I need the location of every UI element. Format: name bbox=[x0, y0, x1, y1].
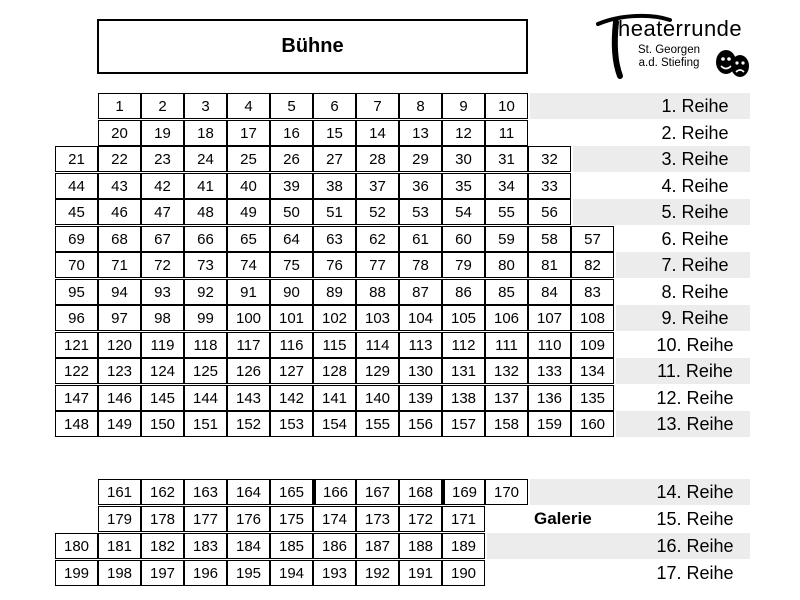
seat[interactable]: 70 bbox=[55, 252, 98, 278]
seat[interactable]: 140 bbox=[356, 385, 399, 411]
seat[interactable]: 194 bbox=[270, 560, 313, 586]
seat[interactable]: 185 bbox=[270, 533, 313, 559]
seat[interactable]: 39 bbox=[270, 173, 313, 199]
seat[interactable]: 139 bbox=[399, 385, 442, 411]
seat[interactable]: 56 bbox=[528, 199, 571, 225]
seat[interactable]: 197 bbox=[141, 560, 184, 586]
row-label: 13. Reihe bbox=[656, 414, 734, 434]
row-label: 1. Reihe bbox=[661, 96, 729, 116]
seat[interactable]: 35 bbox=[442, 173, 485, 199]
seat[interactable]: 182 bbox=[141, 533, 184, 559]
seat[interactable]: 141 bbox=[313, 385, 356, 411]
seat[interactable]: 181 bbox=[98, 533, 141, 559]
seat[interactable]: 150 bbox=[141, 411, 184, 437]
seat[interactable]: 50 bbox=[270, 199, 313, 225]
seat[interactable]: 7 bbox=[356, 93, 399, 119]
seat[interactable]: 79 bbox=[442, 252, 485, 278]
seat[interactable]: 33 bbox=[528, 173, 571, 199]
seat[interactable]: 143 bbox=[227, 385, 270, 411]
seat[interactable]: 38 bbox=[313, 173, 356, 199]
seat[interactable]: 131 bbox=[442, 358, 485, 384]
seat[interactable]: 111 bbox=[485, 332, 528, 358]
seat[interactable]: 32 bbox=[528, 146, 571, 172]
seat[interactable]: 123 bbox=[98, 358, 141, 384]
seat[interactable]: 47 bbox=[141, 199, 184, 225]
row-label: 16. Reihe bbox=[656, 536, 734, 556]
seat[interactable]: 110 bbox=[528, 332, 571, 358]
seat[interactable]: 91 bbox=[227, 279, 270, 305]
seat[interactable]: 105 bbox=[442, 305, 485, 331]
seat[interactable]: 153 bbox=[270, 411, 313, 437]
seat[interactable]: 55 bbox=[485, 199, 528, 225]
row-label: 9. Reihe bbox=[661, 308, 729, 328]
seat[interactable]: 52 bbox=[356, 199, 399, 225]
seat[interactable]: 49 bbox=[227, 199, 270, 225]
seat[interactable]: 186 bbox=[313, 533, 356, 559]
seat[interactable]: 192 bbox=[356, 560, 399, 586]
seat[interactable]: 21 bbox=[55, 146, 98, 172]
seat[interactable]: 169 bbox=[442, 479, 485, 505]
seat[interactable]: 57 bbox=[571, 226, 614, 252]
seat[interactable]: 67 bbox=[141, 226, 184, 252]
seat[interactable]: 20 bbox=[98, 120, 141, 146]
row-label: 4. Reihe bbox=[661, 176, 729, 196]
seat[interactable]: 44 bbox=[55, 173, 98, 199]
seat[interactable]: 134 bbox=[571, 358, 614, 384]
seat[interactable]: 74 bbox=[227, 252, 270, 278]
seat[interactable]: 22 bbox=[98, 146, 141, 172]
seat[interactable]: 102 bbox=[313, 305, 356, 331]
seat[interactable]: 99 bbox=[184, 305, 227, 331]
row-label: 12. Reihe bbox=[656, 388, 734, 408]
seat[interactable]: 28 bbox=[356, 146, 399, 172]
seat[interactable]: 137 bbox=[485, 385, 528, 411]
seat[interactable]: 3 bbox=[184, 93, 227, 119]
row-label: 10. Reihe bbox=[656, 335, 734, 355]
seat[interactable]: 9 bbox=[442, 93, 485, 119]
seat[interactable]: 64 bbox=[270, 226, 313, 252]
seat[interactable]: 175 bbox=[270, 506, 313, 532]
seat[interactable]: 72 bbox=[141, 252, 184, 278]
theaterrunde-logo bbox=[592, 10, 752, 90]
seat[interactable]: 93 bbox=[141, 279, 184, 305]
seat[interactable]: 103 bbox=[356, 305, 399, 331]
seat[interactable]: 125 bbox=[184, 358, 227, 384]
seat[interactable]: 148 bbox=[55, 411, 98, 437]
seat[interactable]: 31 bbox=[485, 146, 528, 172]
seat[interactable]: 146 bbox=[98, 385, 141, 411]
seat[interactable]: 187 bbox=[356, 533, 399, 559]
seat[interactable]: 101 bbox=[270, 305, 313, 331]
seat[interactable]: 90 bbox=[270, 279, 313, 305]
logo-line2: a.d. Stiefing bbox=[638, 57, 700, 69]
seat[interactable]: 130 bbox=[399, 358, 442, 384]
seat[interactable]: 98 bbox=[141, 305, 184, 331]
seat[interactable]: 61 bbox=[399, 226, 442, 252]
seat[interactable]: 196 bbox=[184, 560, 227, 586]
seat[interactable]: 157 bbox=[442, 411, 485, 437]
seat[interactable]: 152 bbox=[227, 411, 270, 437]
seat[interactable]: 16 bbox=[270, 120, 313, 146]
seat[interactable]: 23 bbox=[141, 146, 184, 172]
row-label: 2. Reihe bbox=[661, 123, 729, 143]
seat[interactable]: 96 bbox=[55, 305, 98, 331]
seat[interactable]: 108 bbox=[571, 305, 614, 331]
seat[interactable]: 14 bbox=[356, 120, 399, 146]
seat[interactable]: 127 bbox=[270, 358, 313, 384]
seat[interactable]: 160 bbox=[571, 411, 614, 437]
seat[interactable]: 163 bbox=[184, 479, 227, 505]
seat[interactable]: 25 bbox=[227, 146, 270, 172]
row-label: 5. Reihe bbox=[661, 202, 729, 222]
seat[interactable]: 82 bbox=[571, 252, 614, 278]
row-label: 8. Reihe bbox=[661, 282, 729, 302]
seat[interactable]: 11 bbox=[485, 120, 528, 146]
row-label: 3. Reihe bbox=[661, 149, 729, 169]
seat[interactable]: 97 bbox=[98, 305, 141, 331]
seat[interactable]: 128 bbox=[313, 358, 356, 384]
seat[interactable]: 176 bbox=[227, 506, 270, 532]
seat[interactable]: 62 bbox=[356, 226, 399, 252]
seat[interactable]: 60 bbox=[442, 226, 485, 252]
seat[interactable]: 46 bbox=[98, 199, 141, 225]
row-label: 11. Reihe bbox=[657, 361, 733, 381]
seat[interactable]: 42 bbox=[141, 173, 184, 199]
seat[interactable]: 6 bbox=[313, 93, 356, 119]
seat[interactable]: 173 bbox=[356, 506, 399, 532]
seat[interactable]: 114 bbox=[356, 332, 399, 358]
stage-label: Bühne bbox=[97, 19, 528, 74]
seat[interactable]: 178 bbox=[141, 506, 184, 532]
seat[interactable]: 151 bbox=[184, 411, 227, 437]
seat[interactable]: 27 bbox=[313, 146, 356, 172]
row-label: 17. Reihe bbox=[656, 563, 734, 583]
seat[interactable]: 1 bbox=[98, 93, 141, 119]
row-label: 6. Reihe bbox=[661, 229, 729, 249]
seat[interactable]: 172 bbox=[399, 506, 442, 532]
seat[interactable]: 26 bbox=[270, 146, 313, 172]
seat[interactable]: 86 bbox=[442, 279, 485, 305]
seat[interactable]: 80 bbox=[485, 252, 528, 278]
seat[interactable]: 161 bbox=[98, 479, 141, 505]
seat[interactable]: 138 bbox=[442, 385, 485, 411]
seat[interactable]: 183 bbox=[184, 533, 227, 559]
seat[interactable]: 122 bbox=[55, 358, 98, 384]
seat[interactable]: 167 bbox=[356, 479, 399, 505]
seat[interactable]: 154 bbox=[313, 411, 356, 437]
seat[interactable]: 15 bbox=[313, 120, 356, 146]
seat[interactable]: 121 bbox=[55, 332, 98, 358]
seat[interactable]: 81 bbox=[528, 252, 571, 278]
seat[interactable]: 8 bbox=[399, 93, 442, 119]
seat[interactable]: 40 bbox=[227, 173, 270, 199]
seat[interactable]: 75 bbox=[270, 252, 313, 278]
galerie-label: Galerie bbox=[534, 509, 592, 528]
seat[interactable]: 84 bbox=[528, 279, 571, 305]
seat[interactable]: 71 bbox=[98, 252, 141, 278]
logo-line1: St. Georgen bbox=[637, 44, 700, 56]
seat[interactable]: 30 bbox=[442, 146, 485, 172]
seat[interactable]: 51 bbox=[313, 199, 356, 225]
seat[interactable]: 17 bbox=[227, 120, 270, 146]
seat[interactable]: 85 bbox=[485, 279, 528, 305]
seat[interactable]: 189 bbox=[442, 533, 485, 559]
seat[interactable]: 94 bbox=[98, 279, 141, 305]
seat[interactable]: 158 bbox=[485, 411, 528, 437]
seat[interactable]: 166 bbox=[313, 479, 356, 505]
seat[interactable]: 190 bbox=[442, 560, 485, 586]
seat[interactable]: 106 bbox=[485, 305, 528, 331]
seat[interactable]: 118 bbox=[184, 332, 227, 358]
seat[interactable]: 53 bbox=[399, 199, 442, 225]
seat[interactable]: 199 bbox=[55, 560, 98, 586]
seat[interactable]: 13 bbox=[399, 120, 442, 146]
seat[interactable]: 180 bbox=[55, 533, 98, 559]
seat[interactable]: 113 bbox=[399, 332, 442, 358]
seat[interactable]: 195 bbox=[227, 560, 270, 586]
seat[interactable]: 177 bbox=[184, 506, 227, 532]
seat[interactable]: 129 bbox=[356, 358, 399, 384]
seat[interactable]: 144 bbox=[184, 385, 227, 411]
seat[interactable]: 92 bbox=[184, 279, 227, 305]
seat[interactable]: 184 bbox=[227, 533, 270, 559]
seat[interactable]: 147 bbox=[55, 385, 98, 411]
seat[interactable]: 155 bbox=[356, 411, 399, 437]
seat[interactable]: 78 bbox=[399, 252, 442, 278]
row-label: 14. Reihe bbox=[656, 482, 734, 502]
seat[interactable]: 88 bbox=[356, 279, 399, 305]
seat[interactable]: 2 bbox=[141, 93, 184, 119]
seat[interactable]: 145 bbox=[141, 385, 184, 411]
seat[interactable]: 132 bbox=[485, 358, 528, 384]
seat[interactable]: 58 bbox=[528, 226, 571, 252]
seat[interactable]: 34 bbox=[485, 173, 528, 199]
seat[interactable]: 170 bbox=[485, 479, 528, 505]
seat[interactable]: 69 bbox=[55, 226, 98, 252]
seat[interactable]: 29 bbox=[399, 146, 442, 172]
seat[interactable]: 66 bbox=[184, 226, 227, 252]
seat[interactable]: 59 bbox=[485, 226, 528, 252]
seat[interactable]: 89 bbox=[313, 279, 356, 305]
seat[interactable]: 10 bbox=[485, 93, 528, 119]
seat[interactable]: 171 bbox=[442, 506, 485, 532]
seat[interactable]: 41 bbox=[184, 173, 227, 199]
seat[interactable]: 162 bbox=[141, 479, 184, 505]
logo-title: heaterrunde bbox=[618, 16, 743, 41]
seat[interactable]: 174 bbox=[313, 506, 356, 532]
seat[interactable]: 124 bbox=[141, 358, 184, 384]
seat[interactable]: 107 bbox=[528, 305, 571, 331]
seat[interactable]: 149 bbox=[98, 411, 141, 437]
seat[interactable]: 37 bbox=[356, 173, 399, 199]
seat[interactable]: 54 bbox=[442, 199, 485, 225]
seat[interactable]: 4 bbox=[227, 93, 270, 119]
seat[interactable]: 76 bbox=[313, 252, 356, 278]
row-label: 15. Reihe bbox=[656, 509, 734, 529]
seat[interactable]: 188 bbox=[399, 533, 442, 559]
seat[interactable]: 36 bbox=[399, 173, 442, 199]
seat[interactable]: 156 bbox=[399, 411, 442, 437]
seat[interactable]: 191 bbox=[399, 560, 442, 586]
seat[interactable]: 5 bbox=[270, 93, 313, 119]
seat[interactable]: 48 bbox=[184, 199, 227, 225]
seat[interactable]: 168 bbox=[399, 479, 442, 505]
seat[interactable]: 112 bbox=[442, 332, 485, 358]
seat[interactable]: 83 bbox=[571, 279, 614, 305]
seat[interactable]: 100 bbox=[227, 305, 270, 331]
seat[interactable]: 133 bbox=[528, 358, 571, 384]
seat[interactable]: 198 bbox=[98, 560, 141, 586]
seat[interactable]: 24 bbox=[184, 146, 227, 172]
seat[interactable]: 135 bbox=[571, 385, 614, 411]
seat[interactable]: 77 bbox=[356, 252, 399, 278]
seat[interactable]: 164 bbox=[227, 479, 270, 505]
seat[interactable]: 104 bbox=[399, 305, 442, 331]
seat[interactable]: 68 bbox=[98, 226, 141, 252]
seat[interactable]: 95 bbox=[55, 279, 98, 305]
row-label: 7. Reihe bbox=[661, 255, 729, 275]
seat[interactable]: 45 bbox=[55, 199, 98, 225]
seat[interactable]: 179 bbox=[98, 506, 141, 532]
seat[interactable]: 73 bbox=[184, 252, 227, 278]
seat[interactable]: 19 bbox=[141, 120, 184, 146]
seat[interactable]: 120 bbox=[98, 332, 141, 358]
seat[interactable]: 119 bbox=[141, 332, 184, 358]
seat[interactable]: 18 bbox=[184, 120, 227, 146]
seat[interactable]: 115 bbox=[313, 332, 356, 358]
seat[interactable]: 165 bbox=[270, 479, 313, 505]
seat[interactable]: 142 bbox=[270, 385, 313, 411]
seat[interactable]: 126 bbox=[227, 358, 270, 384]
seat[interactable]: 65 bbox=[227, 226, 270, 252]
seat[interactable]: 136 bbox=[528, 385, 571, 411]
seat[interactable]: 159 bbox=[528, 411, 571, 437]
seat[interactable]: 12 bbox=[442, 120, 485, 146]
seat[interactable]: 87 bbox=[399, 279, 442, 305]
seat[interactable]: 116 bbox=[270, 332, 313, 358]
seat[interactable]: 63 bbox=[313, 226, 356, 252]
seat[interactable]: 193 bbox=[313, 560, 356, 586]
seat[interactable]: 43 bbox=[98, 173, 141, 199]
seat[interactable]: 117 bbox=[227, 332, 270, 358]
seat[interactable]: 109 bbox=[571, 332, 614, 358]
